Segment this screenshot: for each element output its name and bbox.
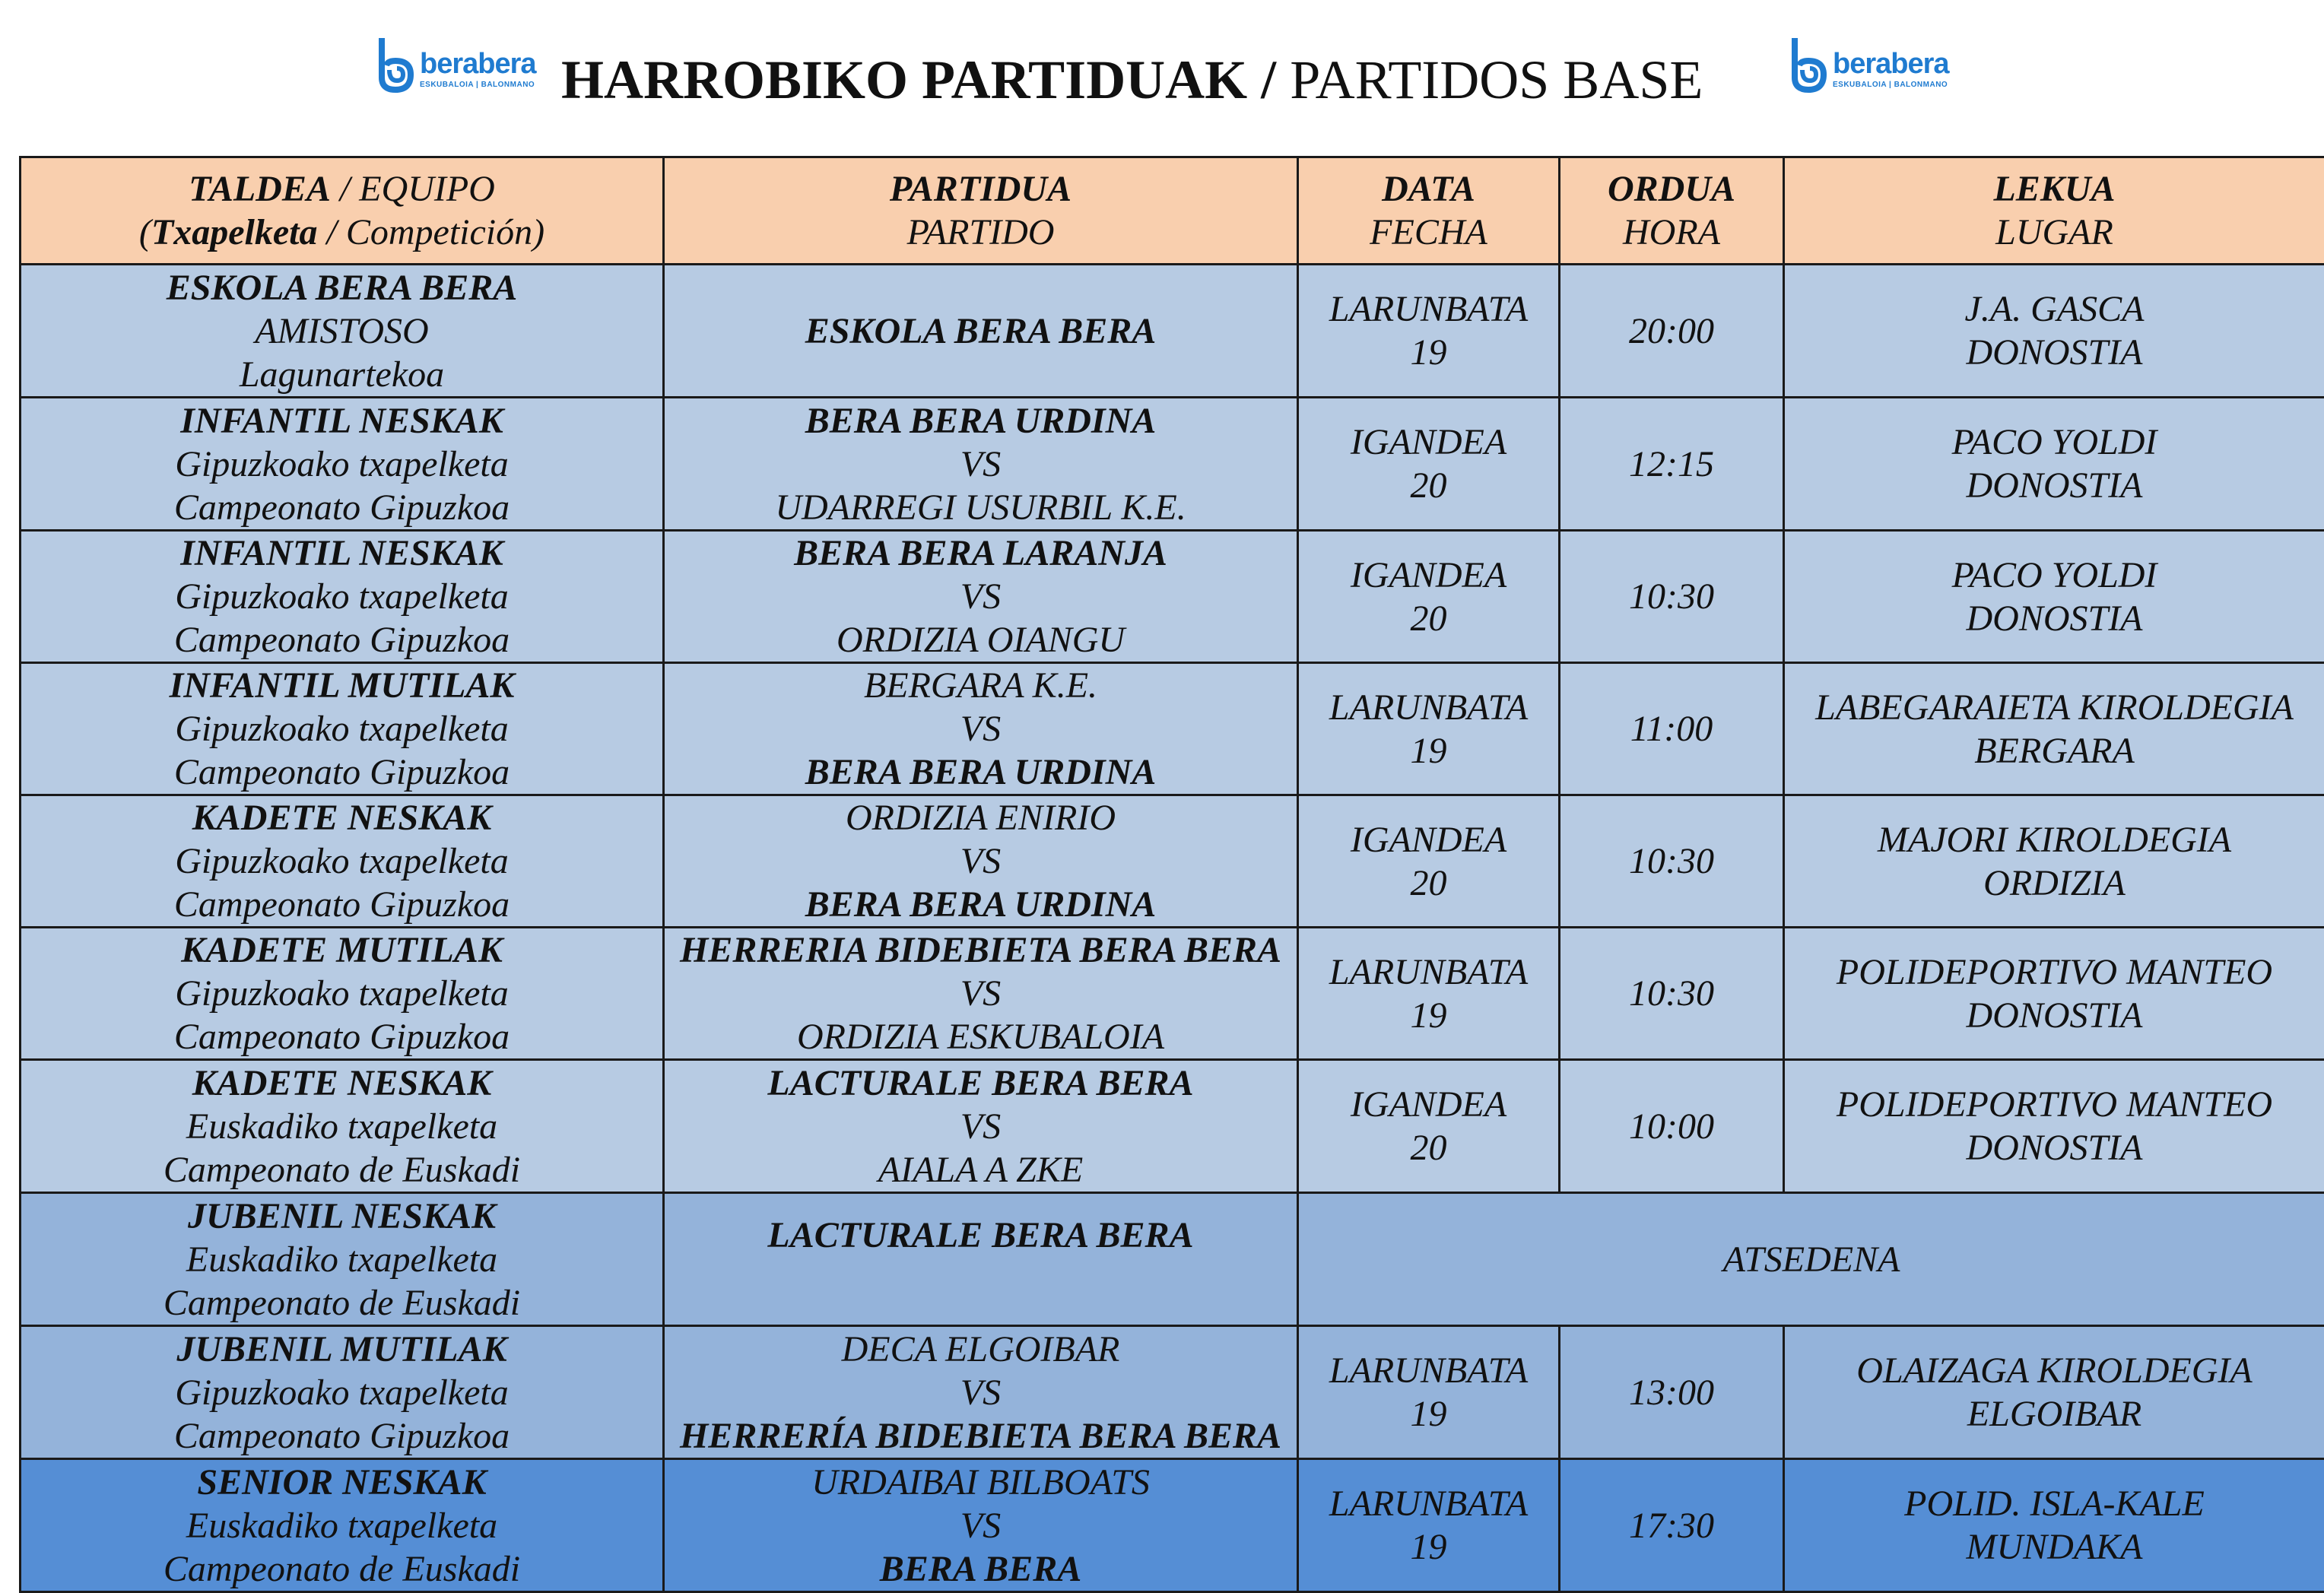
table-row [21, 1459, 2324, 1592]
header-match: PARTIDUA PARTIDO [664, 157, 1298, 265]
berabera-logo-icon [376, 36, 417, 93]
match-cell: ORDIZIA ENIRIO VS BERA BERA URDINA [664, 795, 1298, 928]
table-row [21, 1060, 2324, 1193]
logo-tagline: ESKUBALOIA | BALONMANO [1833, 81, 1949, 90]
date-cell: LARUNBATA 19 [1298, 265, 1560, 398]
title-regular: PARTIDOS BASE [1290, 49, 1703, 110]
title-bold: HARROBIKO PARTIDUAK / [561, 49, 1276, 110]
time-cell: 20:00 [1560, 265, 1784, 398]
time-cell: 17:30 [1560, 1459, 1784, 1592]
team-cell: KADETE NESKAK Euskadiko txapelketa Campeonato de Euskadi [21, 1060, 664, 1193]
time-cell: 13:00 [1560, 1326, 1784, 1459]
match-cell: ESKOLA BERA BERA [664, 265, 1298, 398]
team-cell: SENIOR NESKAK Euskadiko txapelketa Campeonato de Euskadi [21, 1459, 664, 1592]
date-cell: IGANDEA 20 [1298, 795, 1560, 928]
time-cell: 11:00 [1560, 663, 1784, 795]
table-row [21, 663, 2324, 795]
table-row [21, 265, 2324, 398]
club-logo-right [1789, 36, 1949, 120]
match-cell: LACTURALE BERA BERA VS AIALA A ZKE [664, 1060, 1298, 1193]
team-cell: INFANTIL NESKAK Gipuzkoako txapelketa Campeonato Gipuzkoa [21, 398, 664, 531]
team-cell: JUBENIL NESKAK Euskadiko txapelketa Campeonato de Euskadi [21, 1193, 664, 1326]
logo-brand-text: berabera [1833, 49, 1949, 79]
club-logo-left [376, 36, 536, 120]
table-row [21, 531, 2324, 663]
header-team: TALDEA / EQUIPO (Txapelketa / Competición) [21, 157, 664, 265]
table-row [21, 398, 2324, 531]
team-cell: JUBENIL MUTILAK Gipuzkoako txapelketa Campeonato Gipuzkoa [21, 1326, 664, 1459]
date-cell: LARUNBATA 19 [1298, 1326, 1560, 1459]
time-cell: 10:00 [1560, 1060, 1784, 1193]
date-cell: LARUNBATA 19 [1298, 1459, 1560, 1592]
berabera-logo-icon [1789, 36, 1830, 93]
match-cell: LACTURALE BERA BERA [664, 1193, 1298, 1326]
date-cell: LARUNBATA 19 [1298, 663, 1560, 795]
time-cell: 10:30 [1560, 531, 1784, 663]
place-cell: PACO YOLDI DONOSTIA [1784, 531, 2324, 663]
place-cell: MAJORI KIROLDEGIA ORDIZIA [1784, 795, 2324, 928]
time-cell: 10:30 [1560, 795, 1784, 928]
table-row [21, 928, 2324, 1060]
date-cell: IGANDEA 20 [1298, 1060, 1560, 1193]
match-cell: URDAIBAI BILBOATS VS BERA BERA [664, 1459, 1298, 1592]
table-row [21, 1193, 2324, 1326]
header-time: ORDUA HORA [1560, 157, 1784, 265]
place-cell: LABEGARAIETA KIROLDEGIA BERGARA [1784, 663, 2324, 795]
logo-tagline: ESKUBALOIA | BALONMANO [420, 81, 536, 90]
team-cell: INFANTIL MUTILAK Gipuzkoako txapelketa Campeonato Gipuzkoa [21, 663, 664, 795]
team-cell: INFANTIL NESKAK Gipuzkoako txapelketa Campeonato Gipuzkoa [21, 531, 664, 663]
match-cell: BERGARA K.E. VS BERA BERA URDINA [664, 663, 1298, 795]
table-row [21, 1326, 2324, 1459]
match-cell: DECA ELGOIBAR VS HERRERÍA BIDEBIETA BERA BERA [664, 1326, 1298, 1459]
place-cell: POLID. ISLA-KALE MUNDAKA [1784, 1459, 2324, 1592]
date-cell: IGANDEA 20 [1298, 398, 1560, 531]
header-place: LEKUA LUGAR [1784, 157, 2324, 265]
place-cell: PACO YOLDI DONOSTIA [1784, 398, 2324, 531]
logo-brand-text: berabera [420, 49, 536, 79]
date-cell: LARUNBATA 19 [1298, 928, 1560, 1060]
place-cell: J.A. GASCA DONOSTIA [1784, 265, 2324, 398]
table-header-row [21, 157, 2324, 265]
match-cell: BERA BERA URDINA VS UDARREGI USURBIL K.E. [664, 398, 1298, 531]
place-cell: POLIDEPORTIVO MANTEO DONOSTIA [1784, 928, 2324, 1060]
rest-cell: ATSEDENA [1298, 1193, 2324, 1326]
table-row [21, 795, 2324, 928]
match-cell: BERA BERA LARANJA VS ORDIZIA OIANGU [664, 531, 1298, 663]
team-cell: KADETE MUTILAK Gipuzkoako txapelketa Campeonato Gipuzkoa [21, 928, 664, 1060]
place-cell: OLAIZAGA KIROLDEGIA ELGOIBAR [1784, 1326, 2324, 1459]
time-cell: 10:30 [1560, 928, 1784, 1060]
place-cell: POLIDEPORTIVO MANTEO DONOSTIA [1784, 1060, 2324, 1193]
time-cell: 12:15 [1560, 398, 1784, 531]
match-cell: HERRERIA BIDEBIETA BERA BERA VS ORDIZIA ESKUBALOIA [664, 928, 1298, 1060]
header-date: DATA FECHA [1298, 157, 1560, 265]
team-cell: KADETE NESKAK Gipuzkoako txapelketa Campeonato Gipuzkoa [21, 795, 664, 928]
date-cell: IGANDEA 20 [1298, 531, 1560, 663]
page-title [561, 46, 1703, 114]
schedule-table [19, 156, 2324, 1593]
team-cell: ESKOLA BERA BERA AMISTOSO Lagunartekoa [21, 265, 664, 398]
page-header [0, 21, 2324, 143]
